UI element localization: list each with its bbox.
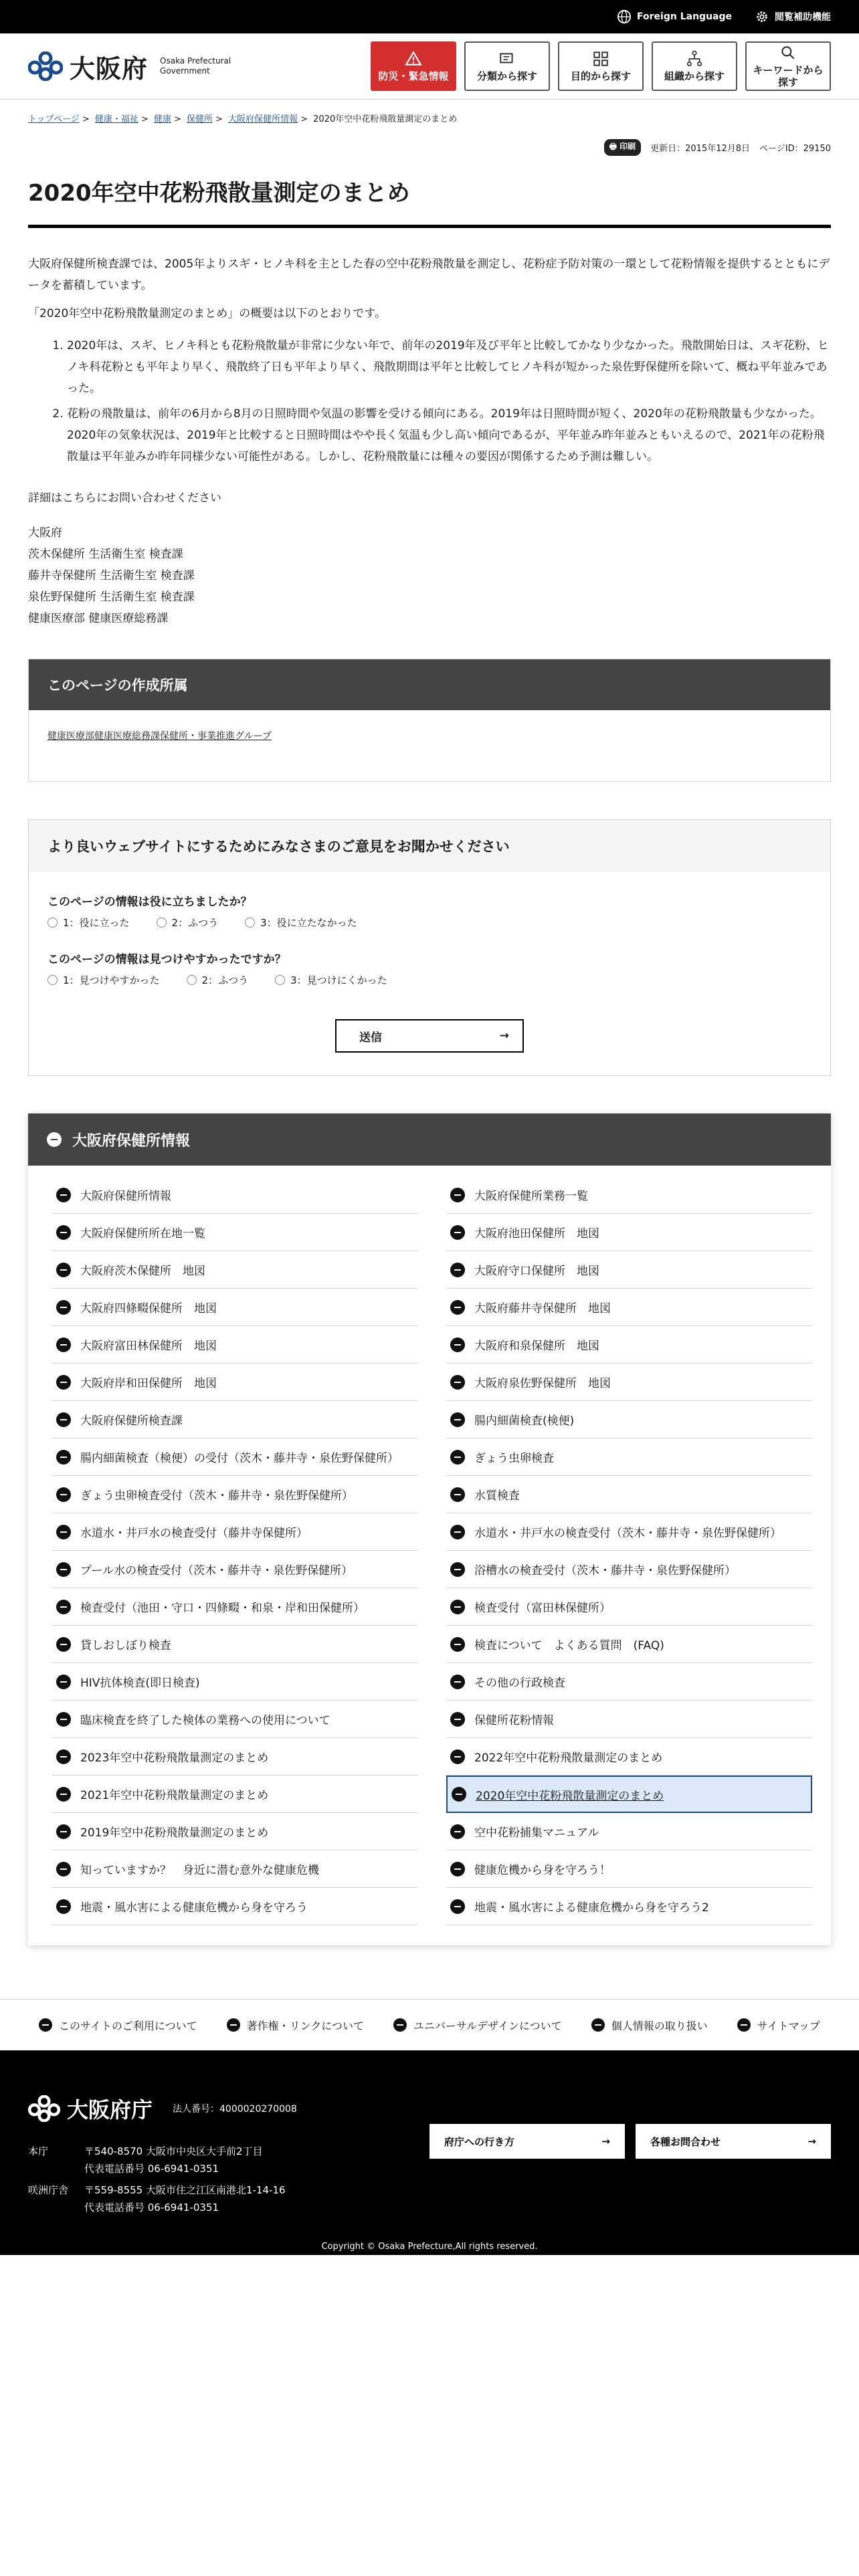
circle-minus-icon <box>56 1525 71 1539</box>
related-link-label: プール水の検査受付（茨木・藤井寺・泉佐野保健所） <box>80 1564 353 1578</box>
related-link-item[interactable] <box>446 1289 812 1326</box>
footer-link-usage[interactable] <box>39 2018 197 2033</box>
accessibility-label: 閲覧補助機能 <box>775 12 831 23</box>
logo-sub-line2: Government <box>160 66 210 76</box>
circle-minus-icon <box>56 1562 71 1577</box>
breadcrumb-current: 2020年空中花粉飛散量測定のまとめ <box>313 114 458 124</box>
feedback-heading: より良いウェブサイトにするためにみなさまのご意見をお聞かせください <box>29 820 830 872</box>
related-link-label: 大阪府守口保健所 地図 <box>474 1265 599 1278</box>
related-link-label: 浴槽水の検査受付（茨木・藤井寺・泉佐野保健所） <box>474 1564 736 1578</box>
circle-minus-icon <box>56 1412 71 1427</box>
related-link-item[interactable] <box>446 1850 812 1888</box>
option-label: 3：見つけにくかった <box>290 974 387 986</box>
related-link-item[interactable] <box>52 1364 418 1401</box>
department-box <box>28 659 831 782</box>
organization-icon <box>686 50 703 68</box>
site-logo[interactable] <box>28 48 231 85</box>
footer-link-privacy[interactable] <box>591 2018 708 2033</box>
related-link-label: 2019年空中花粉飛散量測定のまとめ <box>80 1826 269 1840</box>
related-link-item[interactable] <box>52 1813 418 1850</box>
globe-icon <box>617 9 632 24</box>
related-link-item[interactable] <box>446 1438 812 1476</box>
circle-minus-icon <box>450 1263 465 1277</box>
related-link-label: 検査受付（池田・守口・四條畷・和泉・岸和田保健所） <box>80 1602 365 1615</box>
circle-minus-icon <box>450 1749 465 1764</box>
nav-organization-label: 組織から探す <box>664 70 725 82</box>
circle-minus-icon <box>450 1225 465 1240</box>
submit-label: 送信 <box>359 1031 382 1045</box>
feedback-options-1 <box>47 916 812 930</box>
breadcrumb-link-hokenjo-info[interactable]: 大阪府保健所情報 <box>228 114 298 124</box>
nav-purpose-label: 目的から探す <box>570 70 631 82</box>
office-phone: 代表電話番号 06-6941-0351 <box>84 2202 219 2214</box>
circle-minus-icon <box>450 1525 465 1539</box>
site-footer <box>0 2050 859 2255</box>
related-info-box <box>28 1113 831 1945</box>
radio-button[interactable] <box>157 918 167 928</box>
page-title: 2020年空中花粉飛散量測定のまとめ <box>28 175 831 228</box>
related-link-label: 2021年空中花粉飛散量測定のまとめ <box>80 1789 269 1802</box>
feedback-q2-option-3[interactable] <box>275 973 387 987</box>
option-label: 2：ふつう <box>201 974 249 986</box>
office-label: 咲洲庁舎 <box>28 2184 69 2196</box>
related-link-label: 保健所花粉情報 <box>474 1714 554 1727</box>
feedback-question-1: このページの情報は役に立ちましたか？ <box>47 895 252 909</box>
main-content <box>28 112 831 1945</box>
related-link-label: 地震・風水害による健康危機から身を守ろう <box>80 1901 308 1915</box>
article-body <box>28 253 831 629</box>
related-link-item[interactable] <box>52 1588 418 1626</box>
arrow-right-icon: → <box>807 2135 816 2147</box>
related-link-item[interactable] <box>52 1888 418 1925</box>
related-link-label: 大阪府茨木保健所 地図 <box>80 1265 205 1278</box>
warning-icon <box>405 50 422 68</box>
circle-minus-icon <box>450 1675 465 1689</box>
circle-minus-icon <box>56 1487 71 1502</box>
circle-minus-icon <box>227 2018 240 2032</box>
related-link-item[interactable] <box>446 1588 812 1626</box>
related-link-item[interactable] <box>52 1738 418 1776</box>
related-list <box>28 1166 831 1945</box>
related-link-label: 臨床検査を終了した検体の業務への使用について <box>80 1714 330 1727</box>
option-label: 1：見つけやすかった <box>63 974 160 986</box>
related-link-label: 空中花粉捕集マニュアル <box>474 1826 599 1840</box>
circle-minus-icon <box>56 1712 71 1727</box>
category-icon <box>498 50 516 68</box>
feedback-question-2: このページの情報は見つけやすかったですか？ <box>47 953 286 966</box>
osaka-emblem-icon <box>28 2095 60 2122</box>
footer-link-copyright[interactable] <box>227 2018 364 2033</box>
option-label: 3：役に立たなかった <box>260 917 357 929</box>
access-label: 府庁への行き方 <box>444 2135 515 2148</box>
circle-minus-icon <box>450 1899 465 1914</box>
footer-link-ud[interactable] <box>393 2018 562 2033</box>
option-label: 2：ふつう <box>171 917 219 929</box>
circle-minus-icon <box>39 2018 52 2032</box>
foreign-language-label: Foreign Language <box>637 11 732 22</box>
related-link-item[interactable] <box>446 1513 812 1551</box>
logo-sub-line1: Osaka Prefectural <box>160 56 231 66</box>
related-link-label: 大阪府泉佐野保健所 地図 <box>474 1377 611 1390</box>
related-link-item[interactable] <box>446 1813 812 1850</box>
page-meta <box>28 139 831 156</box>
related-link-item[interactable] <box>446 1626 812 1663</box>
related-link-label: 腸内細菌検査(検便) <box>474 1414 575 1428</box>
breadcrumb: トップページ > 健康・福祉 > 健康 > 保健所 > 大阪府保健所情報 > 2020年空中花粉飛散量測定のまとめ <box>28 114 458 124</box>
footer-link-label: 個人情報の取り扱い <box>611 2019 708 2032</box>
circle-minus-icon <box>56 1749 71 1764</box>
related-link-label: 大阪府藤井寺保健所 地図 <box>474 1302 611 1315</box>
related-link-label: 健康危機から身を守ろう！ <box>474 1864 611 1877</box>
related-link-item[interactable] <box>446 1401 812 1438</box>
office-sakishima <box>28 2181 831 2216</box>
related-link-label: 2020年空中花粉飛散量測定のまとめ <box>476 1789 664 1803</box>
office-label: 本庁 <box>28 2145 49 2157</box>
related-link-label: 大阪府和泉保健所 地図 <box>474 1339 599 1353</box>
related-link-item[interactable] <box>446 1888 812 1925</box>
contact-lead: 詳細はこちらにお問い合わせください <box>28 492 221 505</box>
circle-minus-icon <box>393 2018 407 2032</box>
related-link-item[interactable] <box>52 1251 418 1289</box>
page-id: ページID：29150 <box>759 144 831 154</box>
related-link-item[interactable] <box>52 1214 418 1251</box>
circle-minus-icon <box>450 1562 465 1577</box>
related-link-item[interactable] <box>52 1326 418 1364</box>
feedback-q2-option-2[interactable] <box>187 973 249 987</box>
footer-link-label: ユニバーサルデザインについて <box>413 2019 562 2032</box>
breadcrumb-link-top[interactable]: トップページ <box>28 114 80 124</box>
circle-minus-icon <box>56 1300 71 1315</box>
related-link-label: ぎょう虫卵検査受付（茨木・藤井寺・泉佐野保健所） <box>80 1489 353 1503</box>
circle-minus-icon <box>737 2018 751 2032</box>
submit-button[interactable] <box>335 1019 524 1053</box>
related-link-item[interactable] <box>52 1551 418 1588</box>
logo-name: 大阪府 <box>70 53 149 84</box>
related-link-label: 貸しおしぼり検査 <box>80 1639 171 1652</box>
feedback-q1-option-2[interactable] <box>157 916 219 930</box>
osaka-emblem-icon <box>28 51 63 81</box>
feedback-options-2 <box>47 973 812 987</box>
footer-buttons <box>430 2124 831 2159</box>
arrow-right-icon: → <box>499 1029 509 1043</box>
updated-date: 更新日：2015年12月8日 <box>650 144 751 154</box>
footer-link-label: 著作権・リンクについて <box>246 2019 364 2032</box>
radio-button[interactable] <box>245 918 255 928</box>
related-link-label: 大阪府保健所情報 <box>80 1190 171 1203</box>
related-link-item[interactable] <box>446 1663 812 1701</box>
related-link-item[interactable] <box>446 1326 812 1364</box>
related-link-item[interactable] <box>52 1701 418 1738</box>
accessibility-link[interactable] <box>755 9 831 24</box>
related-link-label: その他の行政検査 <box>474 1677 565 1690</box>
related-link-label: 大阪府保健所業務一覧 <box>474 1190 588 1203</box>
circle-minus-icon <box>56 1899 71 1914</box>
related-link-item[interactable] <box>446 1738 812 1776</box>
circle-minus-icon <box>56 1675 71 1689</box>
access-button[interactable] <box>430 2124 625 2159</box>
circle-minus-icon <box>56 1225 71 1240</box>
footer-link-label: サイトマップ <box>757 2019 820 2032</box>
related-link-item[interactable] <box>446 1251 812 1289</box>
circle-minus-icon <box>450 1824 465 1839</box>
related-link-label: 検査受付（富田林保健所） <box>474 1602 611 1615</box>
circle-minus-icon <box>452 1787 466 1802</box>
circle-minus-icon <box>450 1300 465 1315</box>
related-heading[interactable] <box>28 1113 831 1166</box>
circle-minus-icon <box>450 1712 465 1727</box>
contact-list <box>28 522 831 629</box>
circle-minus-icon <box>56 1263 71 1277</box>
circle-minus-icon <box>450 1450 465 1465</box>
related-link-label: 大阪府富田林保健所 地図 <box>80 1339 217 1353</box>
radio-button[interactable] <box>47 918 58 928</box>
related-link-label: 大阪府四條畷保健所 地図 <box>80 1302 217 1315</box>
related-link-label: 大阪府岸和田保健所 地図 <box>80 1377 217 1390</box>
nav-keyword-button[interactable] <box>745 41 831 91</box>
print-button[interactable]: 🖶 印刷 <box>604 139 642 156</box>
circle-minus-icon <box>450 1412 465 1427</box>
related-link-item[interactable] <box>52 1776 418 1813</box>
circle-minus-icon <box>56 1862 71 1876</box>
related-link-label: ぎょう虫卵検査 <box>474 1452 554 1465</box>
intro-paragraph: 大阪府保健所検査課では、2005年よりスギ・ヒノキ科を主とした春の空中花粉飛散量を測定し、花粉症予防対策の一環として花粉情報を提供するとともにデータを蓄積しています。 <box>28 257 830 292</box>
office-address: 〒559-8555 大阪市住之江区南港北1-14-16 <box>84 2184 286 2196</box>
related-link-item[interactable] <box>52 1438 418 1476</box>
circle-minus-icon <box>56 1450 71 1465</box>
related-link-label: 水質検査 <box>474 1489 520 1503</box>
related-link-item[interactable] <box>52 1513 418 1551</box>
related-link-label: 検査について よくある質問 (FAQ) <box>474 1639 664 1652</box>
related-link-label: 2022年空中花粉飛散量測定のまとめ <box>474 1751 663 1765</box>
related-heading-label: 大阪府保健所情報 <box>72 1132 191 1150</box>
purpose-icon <box>592 50 609 68</box>
nav-purpose-button[interactable] <box>558 41 644 91</box>
option-label: 1：役に立った <box>63 917 130 929</box>
radio-button[interactable] <box>187 975 197 985</box>
breadcrumb-link-hokenjo[interactable]: 保健所 <box>187 114 213 124</box>
copyright: Copyright © Osaka Prefecture,All rights reserved. <box>321 2242 538 2252</box>
nav-keyword-label1: キーワードから <box>753 64 824 76</box>
global-nav <box>371 41 831 91</box>
department-link[interactable]: 健康医療部健康医療総務課保健所・事業推進グループ <box>47 731 272 742</box>
circle-minus-icon <box>56 1824 71 1839</box>
feedback-q1-option-3[interactable] <box>245 916 357 930</box>
related-link-item[interactable] <box>446 1364 812 1401</box>
collapse-icon <box>47 1132 62 1147</box>
related-link-label: 大阪府保健所所在地一覧 <box>80 1227 205 1241</box>
radio-button[interactable] <box>275 975 285 985</box>
nav-organization-button[interactable] <box>652 41 737 91</box>
related-link-label: 大阪府池田保健所 地図 <box>474 1227 599 1241</box>
related-link-label: 腸内細菌検査（検便）の受付（茨木・藤井寺・泉佐野保健所） <box>80 1452 399 1465</box>
logo-subtitle <box>160 56 231 76</box>
related-link-item[interactable] <box>52 1850 418 1888</box>
circle-minus-icon <box>450 1188 465 1202</box>
related-link-item[interactable] <box>446 1176 812 1214</box>
nav-category-label: 分類から探す <box>476 70 537 82</box>
summary-item: 1. 2020年は、スギ、ヒノキ科とも花粉飛散量が非常に少ない年で、前年の2019年及び平年と比較してかなり少なかった。飛散開始日は、スギ花粉、ヒノキ科花粉とも平年より早く、飛散終了日も平年より早く、飛散期間は平年と比較してヒノキ科が短かった泉佐野保健所を除いて、概ね平年並みであった。 <box>67 335 831 399</box>
related-link-item[interactable] <box>52 1663 418 1701</box>
feedback-q2-option-1[interactable] <box>47 973 160 987</box>
nav-disaster-label: 防災・緊急情報 <box>378 70 449 82</box>
gear-icon <box>755 9 769 24</box>
circle-minus-icon <box>56 1600 71 1614</box>
related-link-label: 大阪府保健所検査課 <box>80 1414 183 1428</box>
site-header <box>0 33 859 100</box>
circle-minus-icon <box>450 1600 465 1614</box>
circle-minus-icon <box>450 1375 465 1390</box>
circle-minus-icon <box>450 1487 465 1502</box>
summary-paragraph: 「2020年空中花粉飛散量測定のまとめ」の概要は以下のとおりです。 <box>28 307 386 320</box>
feedback-form <box>28 819 831 1076</box>
related-link-label: 水道水・井戸水の検査受付（藤井寺保健所） <box>80 1527 308 1540</box>
summary-item: 2. 花粉の飛散量は、前年の6月から8月の日照時間や気温の影響を受ける傾向にある。2019年は日照時間が短く、2020年の花粉飛散量も少なかった。2020年の気象状況は、2019年と比較すると日照時間はやや長く気温も少し高い傾向であるが、平年並み昨年並みともいえるので、2021年の花粉飛散量は平年並みか昨年同様少ない可能性がある。しかし、花粉飛散量には種々の要因が関係するため予測は難しい。 <box>67 403 831 467</box>
related-link-item[interactable] <box>446 1476 812 1513</box>
contact-item: 泉佐野保健所 生活衛生室 検査課 <box>28 591 195 604</box>
footer-link-sitemap[interactable] <box>737 2018 820 2033</box>
related-link-item[interactable] <box>52 1401 418 1438</box>
nav-category-button[interactable] <box>464 41 550 91</box>
top-utility-bar <box>0 0 859 33</box>
corporate-number: 法人番号：4000020270008 <box>173 2104 297 2115</box>
department-body <box>29 710 830 781</box>
arrow-right-icon: → <box>601 2135 610 2147</box>
nav-disaster-button[interactable] <box>371 41 456 91</box>
related-link-label: 水道水・井戸水の検査受付（茨木・藤井寺・泉佐野保健所） <box>474 1527 781 1540</box>
radio-button[interactable] <box>47 975 58 985</box>
office-phone: 代表電話番号 06-6941-0351 <box>84 2163 219 2175</box>
contact-label: 各種お問合わせ <box>650 2135 721 2148</box>
related-link-label: 知っていますか？ 身近に潜む意外な健康危機 <box>80 1864 319 1877</box>
circle-minus-icon <box>56 1375 71 1390</box>
feedback-q1-option-1[interactable] <box>47 916 130 930</box>
related-link-item[interactable] <box>52 1176 418 1214</box>
footer-links <box>0 1999 859 2050</box>
related-link-item[interactable] <box>52 1289 418 1326</box>
foreign-language-link[interactable] <box>617 9 732 24</box>
footer-logo-name: 大阪府庁 <box>67 2097 153 2123</box>
related-link-item[interactable] <box>446 1701 812 1738</box>
contact-button[interactable] <box>636 2124 831 2159</box>
breadcrumb-link-welfare[interactable]: 健康・福祉 <box>94 114 138 124</box>
circle-minus-icon <box>56 1188 71 1202</box>
footer-logo <box>28 2093 831 2124</box>
contact-item: 健康医療部 健康医療総務課 <box>28 612 169 625</box>
contact-item: 茨木保健所 生活衛生室 検査課 <box>28 548 183 561</box>
nav-keyword-label2: 探す <box>777 76 798 88</box>
department-heading: このページの作成所属 <box>29 659 830 710</box>
circle-minus-icon <box>450 1637 465 1652</box>
related-link-label: HIV抗体検査(即日検査) <box>80 1677 200 1690</box>
related-link-item[interactable] <box>446 1551 812 1588</box>
search-icon <box>779 44 797 62</box>
circle-minus-icon <box>591 2018 605 2032</box>
circle-minus-icon <box>56 1337 71 1352</box>
circle-minus-icon <box>56 1637 71 1652</box>
contact-item: 大阪府 <box>28 526 62 540</box>
related-link-label: 2023年空中花粉飛散量測定のまとめ <box>80 1751 269 1765</box>
related-link-label: 地震・風水害による健康危機から身を守ろう2 <box>474 1901 709 1915</box>
office-address: 〒540-8570 大阪市中央区大手前2丁目 <box>84 2145 263 2157</box>
footer-link-label: このサイトのご利用について <box>59 2019 197 2032</box>
print-label: 印刷 <box>619 142 636 151</box>
related-link-item[interactable] <box>446 1214 812 1251</box>
related-link-item[interactable] <box>52 1626 418 1663</box>
circle-minus-icon <box>450 1337 465 1352</box>
summary-list <box>28 335 831 467</box>
circle-minus-icon <box>450 1862 465 1876</box>
related-link-item[interactable] <box>446 1776 812 1813</box>
related-link-item[interactable] <box>52 1476 418 1513</box>
contact-item: 藤井寺保健所 生活衛生室 検査課 <box>28 569 195 582</box>
circle-minus-icon <box>56 1787 71 1802</box>
breadcrumb-link-health[interactable]: 健康 <box>153 114 171 124</box>
